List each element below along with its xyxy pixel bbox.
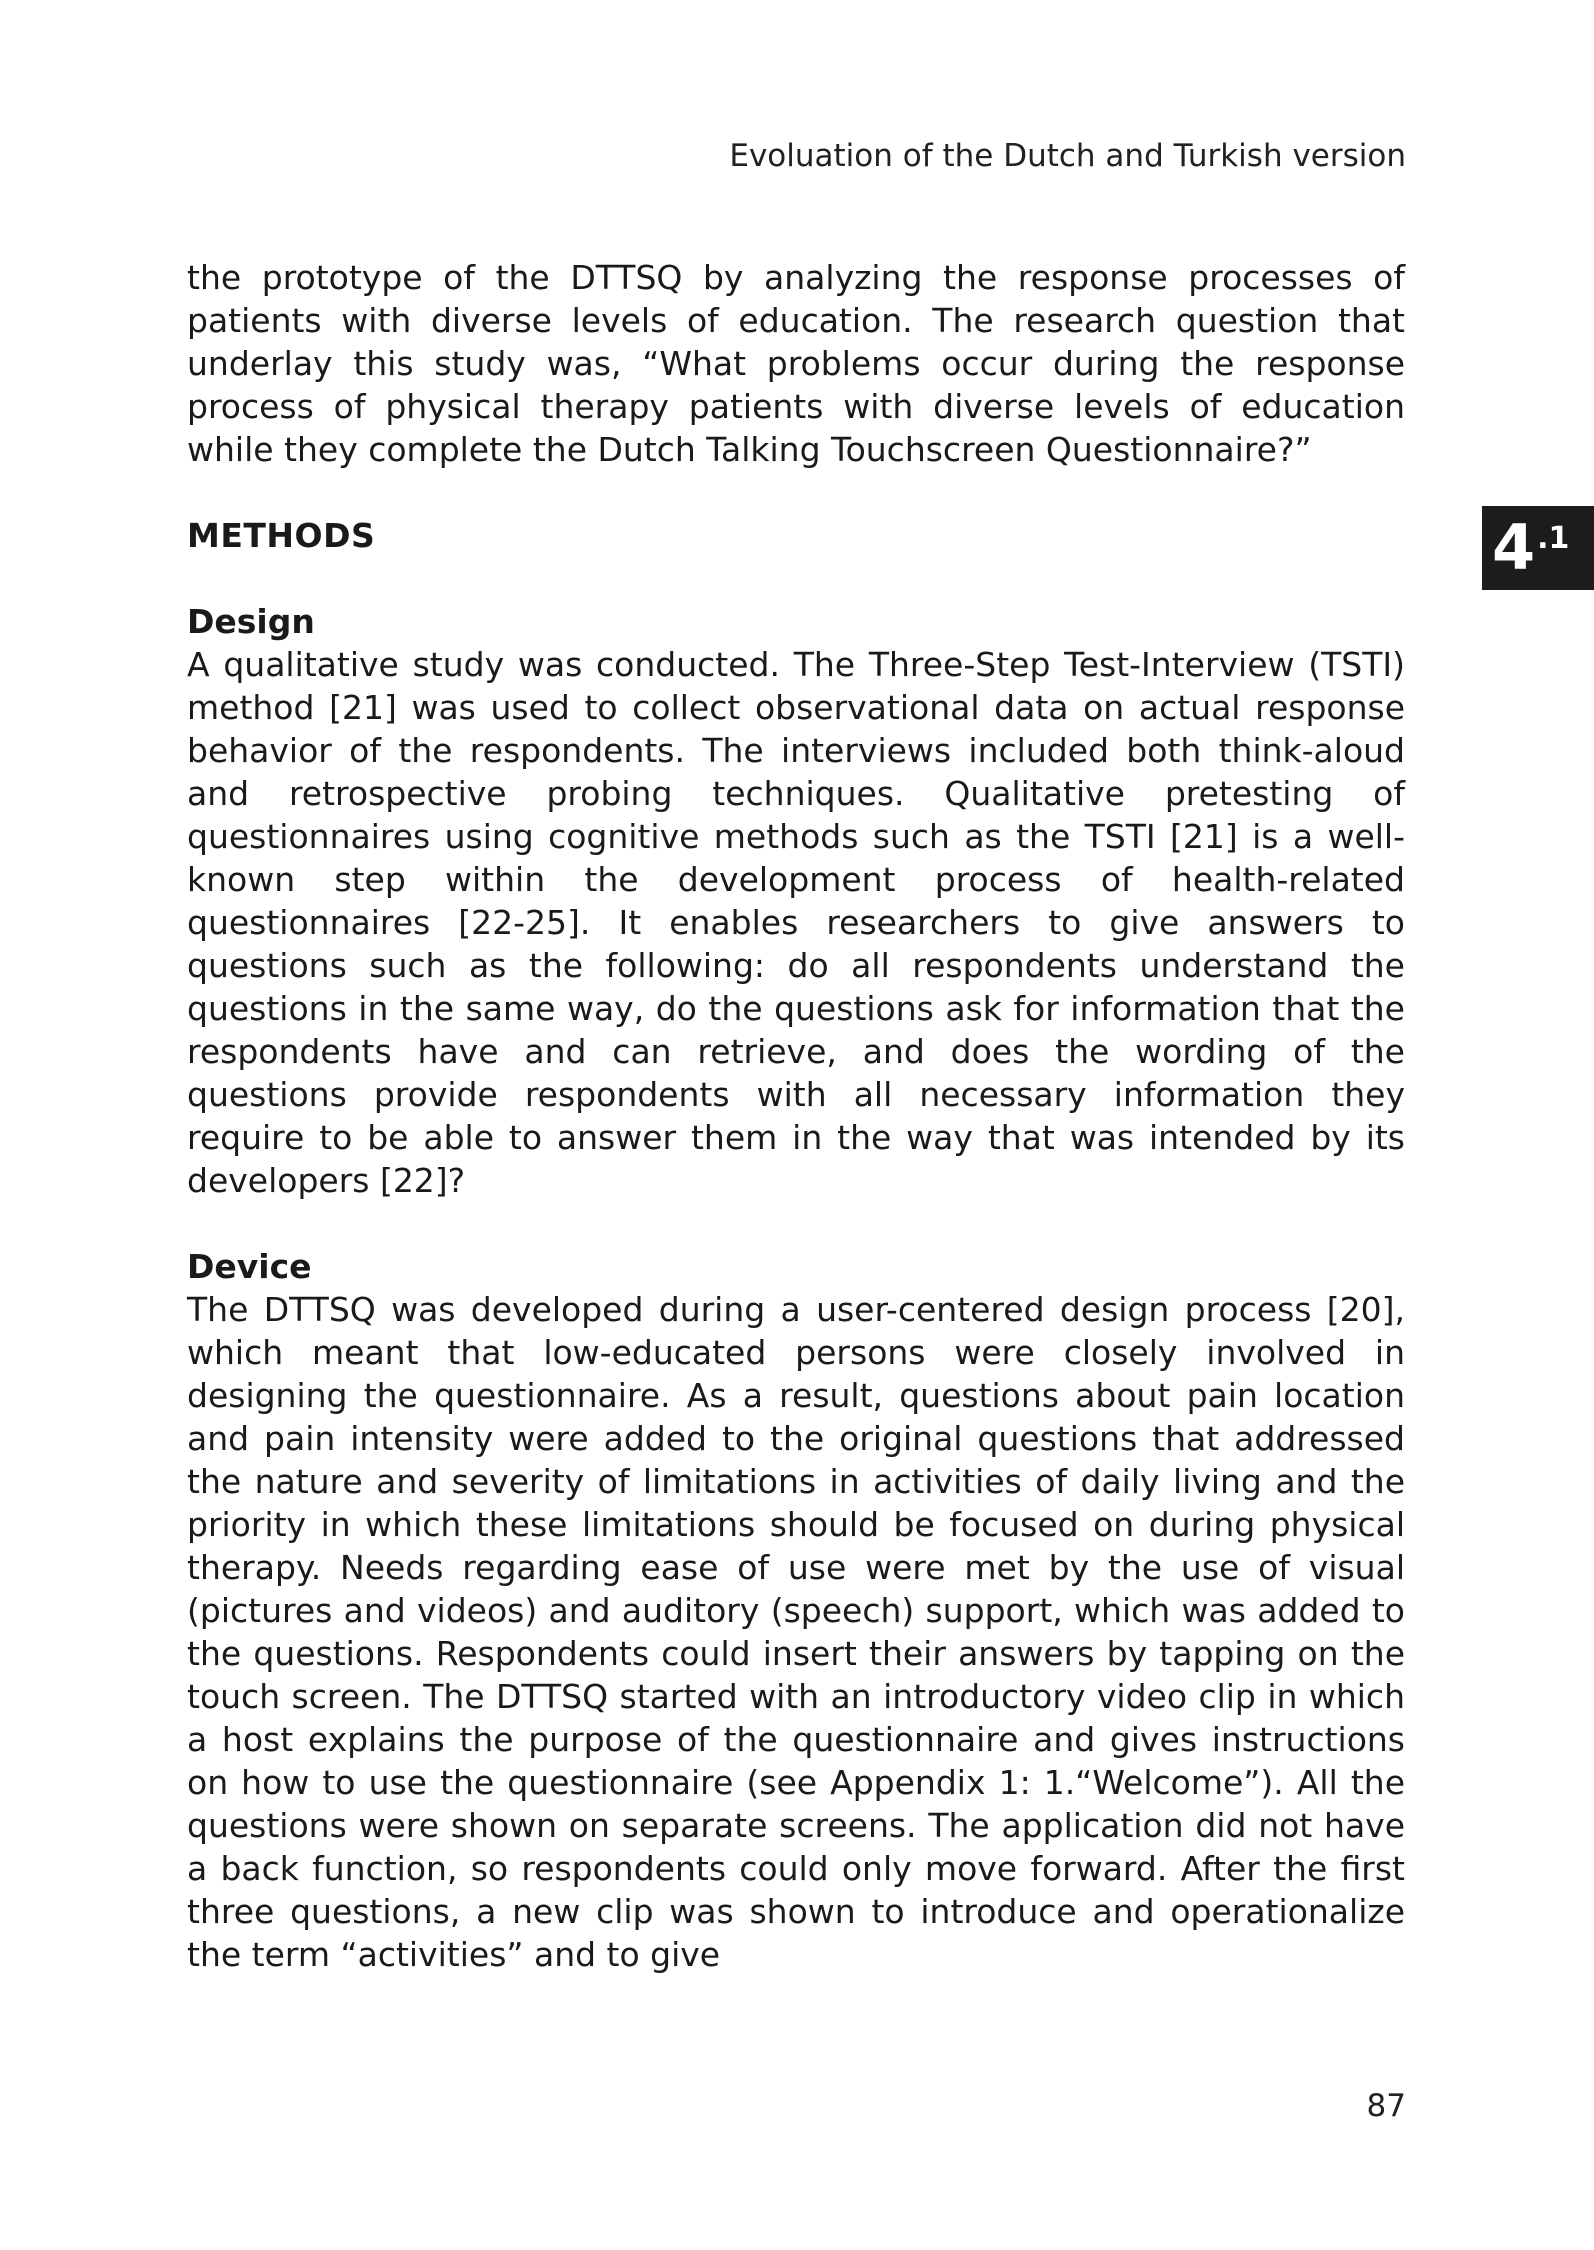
chapter-number: 4 — [1492, 511, 1536, 584]
device-paragraph: The DTTSQ was developed during a user-centered design process [20], which meant that low-educated persons were closely involved in designing the questionnaire. As a result, questions about pain location and pain intensity were added to the original questions that addressed the nature and severity of limitations in activities of daily living and the priority in which these limitations should be focused on during physical therapy. Needs regarding ease of use were met by the use of visual (pictures and videos) and auditory (speech) support, which was added to the questions. Respondents could insert their answers by tapping on the touch screen. The DTTSQ started with an introductory video clip in which a host explains the purpose of the questionnaire and gives instructions on how to use the questionnaire (see Appendix 1: 1.“Welcome”). All the questions were shown on separate screens. The application did not have a back function, so respondents could only move forward. After the first three questions, a new clip was shown to introduce and operationalize the term “activities” and to give — [187, 1290, 1405, 1974]
methods-heading: METHODS — [187, 516, 376, 555]
intro-paragraph: the prototype of the DTTSQ by analyzing the response processes of patients with diverse levels of education. The research question that underlay this study was, “What problems occur during the response process of physical therapy patients with diverse levels of education while they complete the Dutch Talking Touchscreen Questionnaire?” — [187, 258, 1405, 469]
running-header: Evoluation of the Dutch and Turkish version — [729, 138, 1406, 174]
chapter-tab — [1482, 506, 1594, 590]
design-paragraph: A qualitative study was conducted. The Three-Step Test-Interview (TSTI) method [21] was used to collect observational data on actual response behavior of the respondents. The interviews included both think-aloud and retrospective probing techniques. Qualitative pretesting of questionnaires using cognitive methods such as the TSTI [21] is a well-known step within the development process of health-related questionnaires [22-25]. It enables researchers to give answers to questions such as the following: do all respondents understand the questions in the same way, do the questions ask for information that the respondents have and can retrieve, and does the wording of the questions provide respondents with all necessary information they require to be able to answer them in the way that was intended by its developers [22]? — [187, 645, 1405, 1200]
page-body — [187, 256, 1405, 1976]
spacer — [187, 557, 1405, 600]
page-number: 87 — [1366, 2088, 1406, 2124]
device-heading: Device — [187, 1247, 312, 1286]
design-heading: Design — [187, 602, 315, 641]
section-number: .1 — [1537, 521, 1570, 556]
spacer — [187, 1202, 1405, 1245]
spacer — [187, 471, 1405, 514]
